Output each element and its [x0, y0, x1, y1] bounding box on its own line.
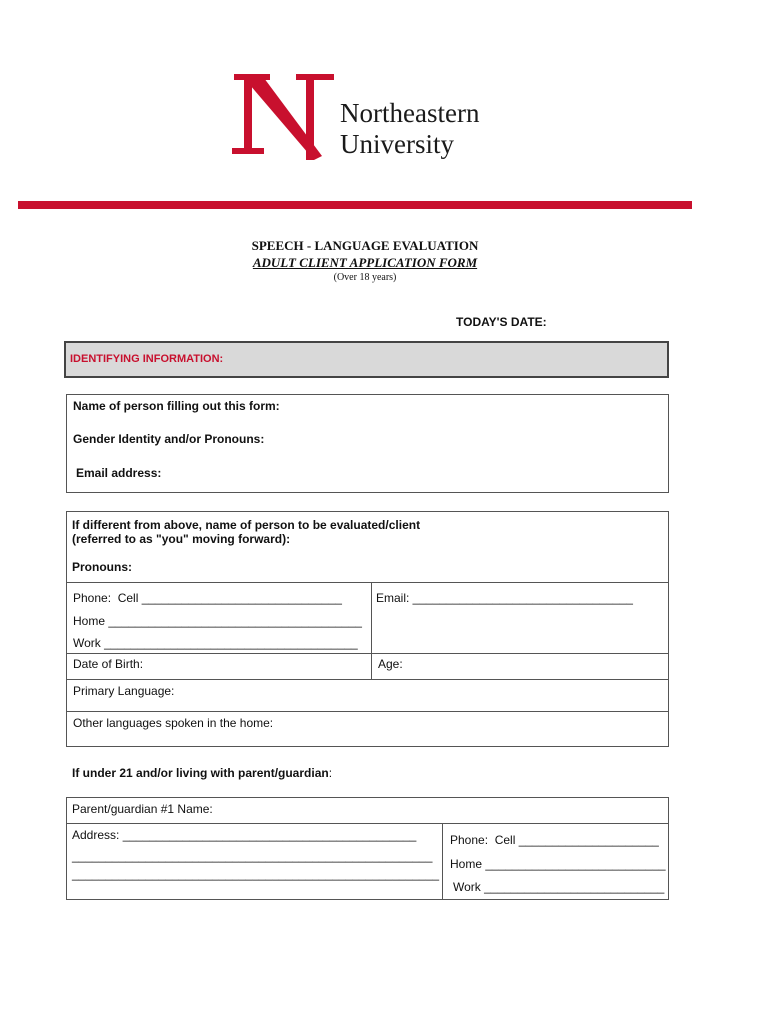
divider	[66, 582, 669, 583]
date-of-birth-field[interactable]: Date of Birth:	[73, 657, 144, 671]
gender-pronouns-field[interactable]: Gender Identity and/or Pronouns:	[73, 432, 265, 446]
guardian-address-field[interactable]: Address: ____________________________________________	[72, 828, 417, 842]
form-subtitle: ADULT CLIENT APPLICATION FORM	[252, 255, 478, 270]
guardian-heading-colon: :	[328, 766, 333, 780]
logo-line-2: University	[340, 129, 454, 159]
divider	[66, 679, 669, 680]
university-name	[340, 98, 479, 160]
guardian-name-field[interactable]: Parent/guardian #1 Name:	[72, 802, 213, 816]
name-filling-field[interactable]: Name of person filling out this form:	[73, 399, 280, 413]
client-pronouns-field[interactable]: Pronouns:	[72, 560, 132, 574]
column-divider	[442, 823, 443, 900]
guardian-phone-work-field[interactable]: Work ___________________________	[453, 880, 665, 894]
guardian-heading	[72, 766, 332, 780]
age-note: (Over 18 years)	[333, 272, 397, 283]
todays-date-label: TODAY'S DATE:	[456, 315, 547, 329]
client-email-field[interactable]: Email: _________________________________	[376, 591, 633, 605]
divider	[66, 653, 669, 654]
guardian-phone-home-field[interactable]: Home ___________________________	[450, 857, 666, 871]
email-address-field[interactable]: Email address:	[76, 466, 162, 480]
university-logo-icon	[230, 70, 338, 160]
guardian-address-line2[interactable]: ______________________________________________________	[72, 849, 433, 863]
client-phone-cell-field[interactable]: Phone: Cell ______________________________	[73, 591, 342, 605]
guardian-address-line3[interactable]: _______________________________________________________	[72, 867, 440, 881]
age-field[interactable]: Age:	[378, 657, 403, 671]
column-divider	[371, 582, 372, 679]
primary-language-field[interactable]: Primary Language:	[73, 684, 175, 698]
client-phone-home-field[interactable]: Home ______________________________________	[73, 614, 362, 628]
guardian-phone-cell-field[interactable]: Phone: Cell _____________________	[450, 833, 659, 847]
client-phone-work-field[interactable]: Work ______________________________________	[73, 636, 358, 650]
guardian-heading-text: If under 21 and/or living with parent/guardian	[72, 766, 329, 780]
header-divider	[18, 201, 692, 209]
other-languages-field[interactable]: Other languages spoken in the home:	[73, 716, 274, 730]
divider	[66, 823, 669, 824]
divider	[66, 711, 669, 712]
client-name-line1[interactable]: If different from above, name of person to be evaluated/client	[72, 518, 421, 532]
client-name-line2: (referred to as "you" moving forward):	[72, 532, 291, 546]
form-title: SPEECH - LANGUAGE EVALUATION	[251, 238, 479, 253]
identifying-info-heading: IDENTIFYING INFORMATION:	[70, 353, 224, 365]
logo-line-1: Northeastern	[340, 98, 480, 128]
